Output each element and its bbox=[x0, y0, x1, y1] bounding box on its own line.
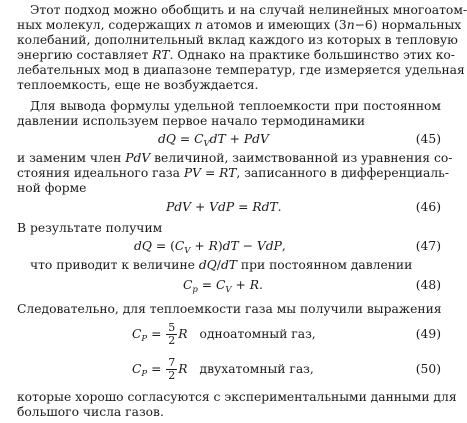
text-line: давлении используем первое начало термодинамики bbox=[17, 114, 366, 128]
text-line: теплоемкость, еще не возбуждается. bbox=[17, 78, 259, 92]
text-line: большого числа газов. bbox=[17, 405, 164, 419]
equation-49: $C_P$ = $\frac{5}{2}$ R одноатомный газ, bbox=[132, 321, 316, 347]
text-line: ной форме bbox=[17, 181, 87, 195]
text-line: ных молекул, содержащих n атомов и имеющих (3n−6) нормальных bbox=[17, 18, 462, 32]
equation-number: (48) bbox=[415, 278, 441, 292]
text-line: что приводит к величине dQ/dT при постоянном давлении bbox=[30, 258, 413, 272]
text-line: стояния идеального газа PV = RT, записанного в дифференциаль- bbox=[17, 166, 449, 180]
equation-number: (45) bbox=[415, 132, 441, 146]
equation-number: (49) bbox=[415, 327, 441, 341]
equation-46: PdV + VdP = RdT. bbox=[166, 200, 282, 214]
text-line: которые хорошо согласуются с экспериментальными данными для bbox=[17, 390, 457, 404]
text-line: В результате получим bbox=[17, 221, 163, 235]
text-line: лебательных мод в диапазоне температур, где измеряется удельная bbox=[17, 63, 465, 77]
equation-number: (46) bbox=[415, 200, 441, 214]
text-line: Этот подход можно обобщить и на случай нелинейных многоатом- bbox=[30, 3, 467, 17]
fraction: $\frac{5}{2}$ bbox=[168, 321, 176, 347]
text-line: энергию составляет RT. Однако на практике большинство этих ко- bbox=[17, 48, 455, 62]
text-line: Следовательно, для теплоемкости газа мы получили выражения bbox=[17, 302, 442, 316]
text-line: Для вывода формулы удельной теплоемкости при постоянном bbox=[30, 99, 441, 113]
text-line: колебаний, дополнительный вклад каждого из которых в тепловую bbox=[17, 33, 458, 47]
equation-48: $C_p = C_V + R$. bbox=[183, 278, 263, 295]
equation-number: (47) bbox=[415, 239, 441, 253]
fraction: $\frac{7}{2}$ bbox=[168, 356, 176, 382]
equation-number: (50) bbox=[415, 362, 441, 376]
equation-47: dQ = $(C_V + R)dT$ − VdP, bbox=[134, 239, 286, 256]
equation-50: $C_P$ = $\frac{7}{2}$ R двухатомный газ, bbox=[132, 356, 314, 382]
equation-45: dQ = $C_VdT$ + PdV bbox=[158, 132, 269, 149]
text-line: и заменим член PdV величиной, заимствованной из уравнения со- bbox=[17, 151, 453, 165]
